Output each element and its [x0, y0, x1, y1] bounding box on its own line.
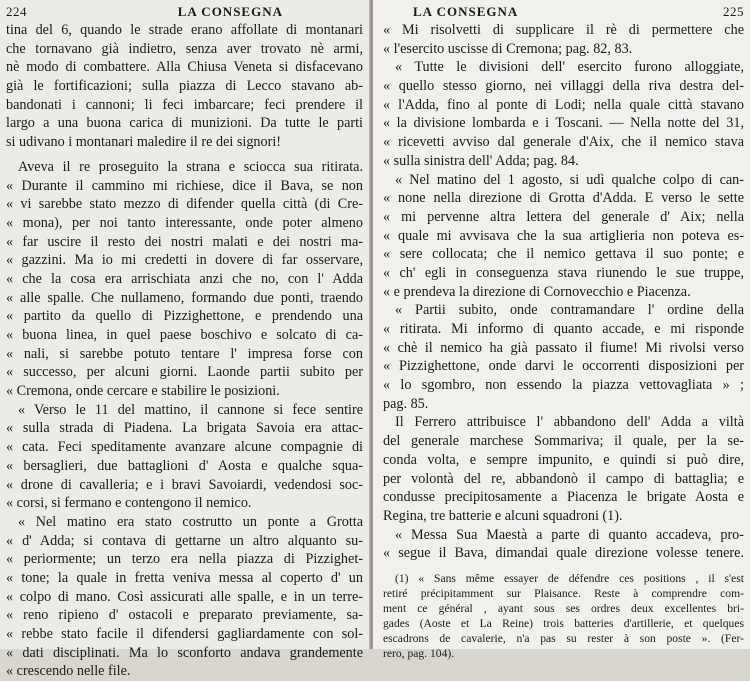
- text-line: che tornavano già indietro, senza aver trovato nè armi,: [6, 40, 363, 57]
- right-paragraph-2: [383, 413, 744, 563]
- text-line: « Nel matino del 1 agosto, si udì qualche colpo di can-: [395, 171, 744, 188]
- text-line: tina del 6, quando le strade erano affollate di montanari: [6, 22, 363, 38]
- text-line: « lo sgombro, non essendo la piazza vettovagliata » ;: [383, 377, 744, 394]
- text-line: « che la cosa era arrischiata anzi che no, con l' Adda: [6, 270, 363, 287]
- text-line: « buona linea, in quel paese boschivo e solcato di ca-: [6, 327, 363, 343]
- text-line: « cata. Feci speditamente avanzare alcune compagnie di: [6, 439, 363, 456]
- left-paragraph-1: [6, 21, 363, 152]
- right-paragraph-1: [383, 21, 744, 413]
- text-line: « Tutte le divisioni dell' esercito furono alloggiate,: [395, 59, 744, 76]
- text-line: « nali, si sarebbe potuto tentare l' impresa forse con: [6, 345, 363, 362]
- text-line: Regina, tre batterie e alcuni squadroni (1).: [383, 507, 623, 524]
- text-line: « far uscire il resto dei nostri malati e dei nostri ma-: [6, 233, 363, 250]
- text-line: « mi pervenne altra lettera del generale d' Aix; nella: [383, 208, 744, 225]
- text-line: « Durante il cammino mi richiese, dice il Bava, se non: [6, 177, 363, 194]
- footnote: [383, 571, 744, 661]
- text-line: « d' Adda; si contava di gettarne un altro alquanto su-: [6, 532, 363, 549]
- text-line: « successo, per alcuni giorni. Laonde partii subito per: [6, 364, 363, 381]
- right-page-number: 225: [723, 4, 744, 19]
- text-line: « Mi risolvetti di supplicare il rè di permettere che: [383, 22, 744, 38]
- text-line: Aveva il re proseguito la strana e sciocca sua ritirata.: [18, 158, 363, 175]
- text-line: « crescendo nelle file.: [6, 663, 131, 680]
- text-line: « gazzini. Ma io mi credetti in dovere di far osservare,: [6, 252, 363, 269]
- text-line: « sere collocata; che il nemico gettava il suo ponte; e: [383, 246, 744, 263]
- left-running-title: LA CONSEGNA: [177, 4, 283, 19]
- footnote-line: rero, pag. 104).: [383, 646, 455, 660]
- text-line: « corsi, si fermano e contengono il nemico.: [6, 495, 252, 512]
- footnote-line: retiré précipitamment sur Plaisance. Reste à comprendre com-: [383, 586, 744, 600]
- text-line: « vi sarebbe stato mezzo di difender quella città (di Cre-: [6, 196, 363, 213]
- text-line: « chè il nemico ha già passato il fiume! Mi rivolsi verso: [383, 339, 744, 356]
- text-line: già le fortificazioni; sulla piazza di Lecco stavano ab-: [6, 78, 363, 95]
- right-page: [373, 0, 750, 660]
- text-line: « l'esercito uscisse di Cremona; pag. 82, 83.: [383, 40, 633, 57]
- footnote-line: (1) « Sans même essayer de défendre ces positions , il s'est: [395, 571, 744, 585]
- text-line: si udivano i montanari maledire il re dei signori!: [6, 134, 282, 151]
- footnote-line: gades (Aoste et La Reine) trois batteries d'artillerie, et quelques: [383, 616, 744, 630]
- text-line: « Verso le 11 del mattino, il cannone si fece sentire: [18, 401, 363, 418]
- text-line: « Pizzighettone, onde darvi le occorrenti disposizioni per: [383, 358, 744, 375]
- text-line: « bersaglieri, due battaglioni d' Aosta e qualche squa-: [6, 457, 363, 474]
- text-line: « Cremona, onde cercare e stabilire le posizioni.: [6, 383, 280, 400]
- text-line: « quale mi avvisava che la sua artiglieria non poteva es-: [383, 227, 744, 244]
- text-line: « ritirata. Mi informo di quanto accade, e mi risponde: [383, 321, 744, 337]
- text-line: « alle spalle. Che nullameno, formando due ponti, traendo: [6, 289, 363, 306]
- text-line: per volontà del re, abbandonò il campo di battaglia; e: [383, 470, 744, 487]
- right-page-header: [383, 4, 744, 21]
- text-line: « reno ripieno d' ostacoli e preparato previamente, sa-: [6, 607, 363, 624]
- text-line: « drone di cavalleria; e i bravi Savoiardi, vedendosi soc-: [6, 476, 363, 493]
- text-line: bandonati i cannoni; li feci imbarcare; feci prendere il: [6, 96, 363, 113]
- text-line: « rebbe stato facile il difendersi gagliardamente con sol-: [6, 626, 363, 642]
- text-line: « Messa Sua Maestà a parte di quanto accadeva, pro-: [395, 526, 744, 543]
- text-line: « quello stesso giorno, nei villaggi della riva destra del-: [383, 78, 744, 95]
- text-line: « periormente; un terzo era nella piazza di Pizzighet-: [6, 551, 363, 568]
- text-line: « ch' egli in conseguenza stava riunendo le sue truppe,: [383, 264, 744, 281]
- left-page-header: [6, 4, 363, 21]
- text-line: « partito da quello di Pizzighettone, e prendendo una: [6, 308, 363, 325]
- text-line: « e prendeva la direzione di Cornovecchio e Piacenza.: [383, 283, 691, 300]
- left-page: [0, 0, 371, 680]
- text-line: « colpo di mano. Così assicurati alle spalle, e in un terre-: [6, 588, 363, 605]
- text-line: nè modo di combattere. Alla Chiusa Veneta si disfacevano: [6, 59, 363, 76]
- text-line: « ricevetti avviso dal generale d'Aix, che il nemico stava: [383, 134, 744, 151]
- text-line: « dati disciplinati. Ma lo sconforto andava grandemente: [6, 644, 363, 661]
- text-line: condusse precipitosamente a Piacenza le brigate Aosta e: [383, 489, 744, 506]
- text-line: « l'Adda, fino al ponte di Lodi; nella quale città stavano: [383, 96, 744, 113]
- text-line: « Partii subito, onde contramandare l' ordine della: [395, 302, 744, 319]
- text-line: « sulla strada di Piadena. La brigata Savoia era attac-: [6, 420, 363, 437]
- text-line: Il Ferrero attribuisce l' abbandono dell' Adda a viltà: [395, 414, 744, 431]
- right-running-title: LA CONSEGNA: [413, 4, 519, 19]
- text-line: del generale marchese Sommariva; il quale, per la se-: [383, 433, 744, 450]
- text-line: « mona), per noi tanto interessante, onde poter almeno: [6, 214, 363, 231]
- footnote-line: ment ce général , ayant sous ses ordres deux excellentes bri-: [383, 601, 744, 615]
- text-line: « sulla sinistra dell' Adda; pag. 84.: [383, 152, 579, 169]
- text-line: « none nella direzione di Grotta d'Adda. E verso le sette: [383, 190, 744, 207]
- text-line: « Nel matino era stato costrutto un ponte a Grotta: [18, 513, 363, 530]
- left-page-number: 224: [6, 4, 27, 19]
- text-line: « tone; la quale in fretta veniva messa al coperto d' un: [6, 569, 363, 586]
- text-line: conda volta, e sempre impunito, e quindi si può dire,: [383, 451, 744, 468]
- text-line: pag. 85.: [383, 395, 429, 412]
- footnote-line: escadrons de cavalerie, n'a pas su rester à son poste ». (Fer-: [383, 631, 744, 645]
- text-line: « la divisione lombarda e i Toscani. — Nella notte del 31,: [383, 115, 744, 132]
- text-line: largo a una buona carica di munizioni. Da tutte le parti: [6, 115, 363, 132]
- text-line: « segue il Bava, dimandai quale direzione volesse tenere.: [383, 545, 744, 562]
- left-paragraph-2: [6, 158, 363, 681]
